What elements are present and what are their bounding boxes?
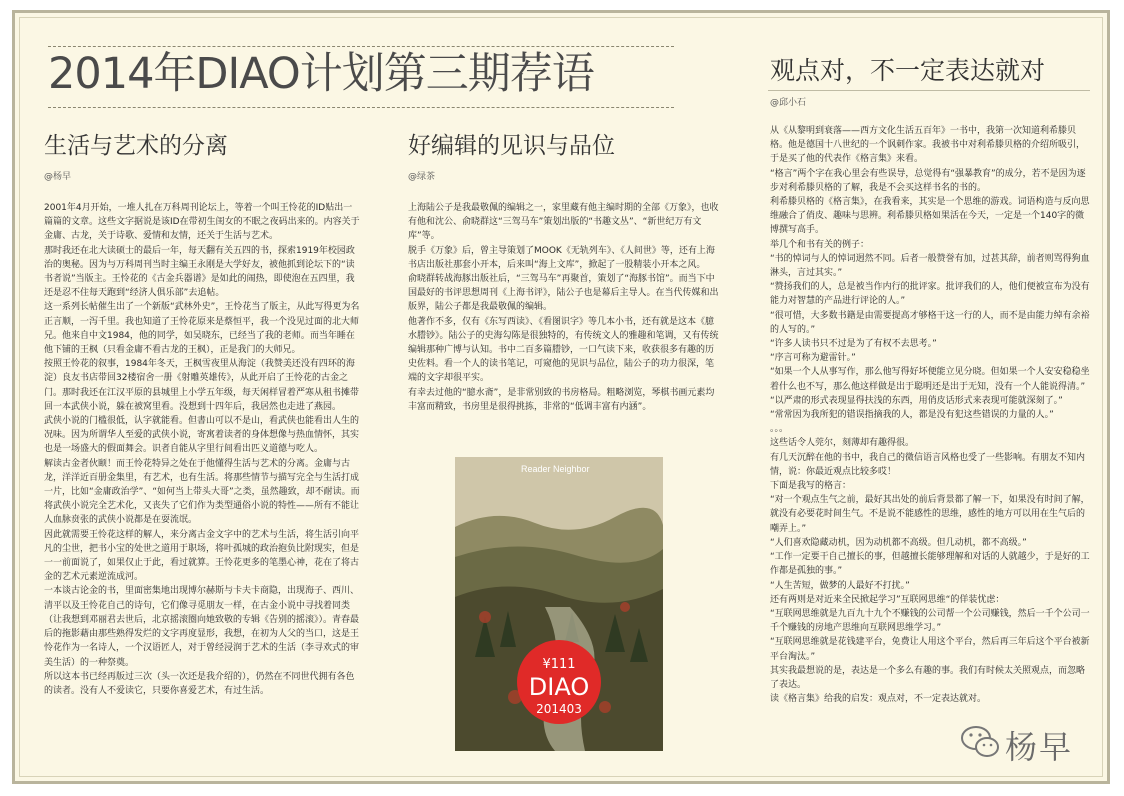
paragraph: 因此就需要王怜花这样的解人，来分离古金文字中的艺术与生活，将生活引向平凡的尘世，把书小宝的处世之道用于职场，将叶孤城的政治抱负比附现实，但是一一前面说了，如果仅止于此，看过就算。王怜花更多的笔墨心神，花在了将古金的艺术元素逆流成河。: [44, 529, 360, 583]
paragraph: “序言可称为避雷针。”: [770, 353, 856, 364]
side-title-underline: [768, 90, 1090, 91]
paragraph: 这一系列长帖催生出了一个新版“武林外史”，王怜花当了版主，从此写得更为名正言顺，一泻千里。我也知道了王怜花原来是蔡恒平，我一个没见过面的北大师兄。他来自中文1984，他的同学，如吴晓东，已经当了我的老师。而当年睡在他下铺的王枫（只看金庸不看古龙的王枫），正是我门的大师兄。: [44, 302, 360, 356]
paragraph: 武侠小说的门槛很低，认字就能看。但書山可以不是山，看武侠也能看出人生的况味。因为所谓华人至爱的武侠小说，寄寓着读者的身体想像与热血情怀，其实也是一场盛大的假面舞会。识者自能从字里行间看出匹义道德与吃人。: [44, 416, 360, 455]
paragraph: “互联网思维就是花钱建平台，免费让人用这个平台，然后再三年后这个平台被新平台淘汰。”: [770, 637, 1090, 662]
paragraph: “书的悼词与人的悼词迥然不同。后者一般赞誉有加，过甚其辞，前者则骂得狗血淋头，言过其实。”: [770, 253, 1090, 279]
wechat-icon: [959, 720, 1003, 764]
cover-publisher: Reader Neighbor: [521, 464, 590, 474]
paragraph: 脱手《万象》后，曾主导策划了MOOK《无轨列车》、《人间世》等，还有上海书店出版社那套小开本，后来叫“海上文库”，掀起了一股精装小开本之风。: [408, 245, 715, 270]
paragraph: “人生苦短，做梦的人最好不打扰。”: [770, 580, 910, 591]
middle-column-author: @绿茶: [408, 172, 436, 182]
paragraph: 有几天沉醉在他的书中，我自己的微信语言风格也受了一些影响。有朋友不知内情，说：你最近观点比较多哎！: [770, 452, 1086, 477]
watermark-text: 杨早: [1005, 728, 1074, 766]
cover-illustration: [455, 457, 663, 751]
right-column-title: 观点对，不一定表达就对: [770, 56, 1046, 85]
paragraph: 按照王怜花的叙事，1984年冬天，王枫雪夜里从海淀（我赞美还没有四环的海淀）良友书店带回32楼宿舍一册《射雕英雄传》，从此开启了王怜花的古金之门。那时我还在江汉平原的县城里上小学五年级，每天闲样冒着严寒从租书摊带回一本武侠小说，躲在被窝里看。没想到十四年后，我居然也走进了燕园。: [44, 359, 360, 412]
paragraph: 下面是我写的格言：: [770, 481, 852, 492]
cover-brand: DIAO: [528, 673, 590, 701]
paragraph: “格言”两个字在我心里会有些误导，总觉得有“强暴教育”的成分，若不是因为逐步对利希滕贝格的了解，我是不会买这样书名的书的。: [770, 168, 1086, 193]
paragraph: 有幸去过他的“臆水斋”，是非常别致的书房格局。粗略浏览，琴棋书画元素均丰富而精致，书房里是很得挑拣，非常的“低调丰富有内涵”。: [408, 387, 715, 412]
paragraph: 所以这本书已经再版过三次（头一次还是我介绍的），仍然在不同世代拥有各色的读者。没有人不爱读它，只要你喜爱艺术，有过生活。: [44, 671, 355, 696]
left-column-title: 生活与艺术的分离: [44, 133, 228, 159]
paragraph: 这些话令人莞尔，刻薄却有趣得很。: [770, 438, 915, 449]
paragraph: “常常因为我所犯的错误指摘我的人，都是没有犯这些错误的力量的人。”: [770, 410, 1054, 421]
paragraph: 他著作不多，仅有《东写西读》、《看图识字》等几本小书，还有就是这本《臆水謄钞》。陆公子的史海勾陈是很独特的，有传统文人的雅趣和笔调，又有传统编辑那种广博与认知。书中二百多篇謄钞，一口气读下来，收获很多有趣的历史佐料。看一个人的读书笔记，可窥他的见识与品位，陆公子的功力很深，笔端的文字却很平实。: [408, 316, 719, 384]
paragraph: 读《格言集》给我的启发：观点对，不一定表达就对。: [770, 694, 987, 705]
title-underline: [48, 107, 674, 108]
left-column-author: @杨早: [44, 172, 72, 182]
paragraph: 解读古金者伙颐！而王怜花特异之处在于他懂得生活与艺术的分离。金庸与古龙，洋洋近百册金集里，有艺术，也有生活。将那些情节与描写完全与生活打成一片，比如“金庸政治学”、“如何当上带头大哥”之类，虽然趣致，却不耐读。而将武侠小说完全艺术化，又丧失了它们作为类型通俗小说的特性——所有不能让人血脉贲张的武侠小说都是在耍流氓。: [44, 458, 360, 526]
page-title: 2014年DIAO计划第三期荐语: [48, 49, 594, 99]
paragraph: “互联网思维就是九百九十九个不赚钱的公司帮一个公司赚钱，然后一千个公司一千个赚钱的房地产思维向互联网思维学习。”: [770, 608, 1090, 634]
paragraph: 2001年4月开始，一堆人扎在万科周刊论坛上，等着一个叫王怜花的ID贴出一篇篇的文章。这些文字据说是该ID在带初生闺女的不眠之夜码出来的。内容关于金庸、古龙，关于诗歌、爱情和友情，还关于生活与艺术。: [44, 203, 360, 242]
watermark: [955, 718, 1105, 768]
middle-column-title: 好编辑的见识与品位: [408, 133, 615, 159]
paragraph: “以严肃的形式表现显得扶浅的东西，用俏皮话形式来表现可能就深刻了。”: [770, 395, 1063, 406]
paragraph: “人们喜欢隐藏动机，因为动机都不高级。但几动机，都不高级。”: [770, 537, 1027, 548]
book-cover: [455, 457, 663, 751]
right-column-body: [770, 124, 1090, 742]
paragraph: 其实我最想说的是，表达是一个多么有趣的事。我们有时候太关照观点，而忽略了表达。: [770, 665, 1086, 690]
paragraph: 那时我还在北大读硕士的最后一年，每天翻有关五四的书，探索1919年校园政治的奥秘。因为与万科周刊当时主编王永刚是大学好友，被他抓到论坛下的“读书者说”当版主。王怜花的《古金兵器谱》是如此的闹热，即使泡在五四里，我还是忍不住每天跑到“经济人俱乐部”去追帖。: [44, 245, 355, 299]
left-column-body: [44, 201, 360, 761]
paragraph: “对一个观点生气之前，最好其出处的前后背景都了解一下，如果没有时间了解，就没有必要花时间生气。不是说不能感性的思维，感性的地方可以用在生气后的嘲弄上。”: [770, 495, 1090, 534]
paragraph: 俞晓群转战海豚出版社后，“三驾马车”再聚首，策划了“海豚书馆”。而当下中国最好的书评思想周刊《上海书评》，陆公子也是幕后主导人。在当代传媒和出版界，陆公子都是我最敬佩的编辑。: [408, 274, 719, 313]
middle-column-body: [408, 201, 720, 439]
paragraph: 上海陆公子是我最敬佩的编辑之一，家里藏有他主编时期的全部《万象》，也收有他和沈公、俞晓群这“三驾马车”策划出版的“书趣文丛”、“新世纪万有文库”等。: [408, 203, 719, 242]
paragraph: “赞扬我们的人，总是被当作内行的批评家。批评我们的人，他们便被宣布为没有能力对智慧的产品进行评论的人。”: [770, 282, 1090, 307]
paragraph: 还有两则是对近来全民掀起学习”互联网思维“的佯装忧虑：: [770, 594, 1005, 605]
paragraph: “如果一个人从事写作，那么他写得好坏便能立见分晓。但如果一个人安安稳稳坐着什么也不写，那么他这样做是出于聪明还是出于无知，没有一个人能说得清。”: [770, 367, 1090, 392]
right-column-author: @邱小石: [770, 98, 807, 108]
cover-price: ¥111: [542, 657, 576, 672]
paragraph: 一本谈古论金的书，里面密集地出现博尔赫斯与卡夫卡商隐，出现海子、西川、清平以及王怜花自己的诗句，它们像寻觅朋友一样，在古金小说中寻找着同类（让我想到邓丽君去世后，北京摇滚圈向她致敬的专辑《告别的摇滚》）。青春最后的拖影藉由那些熟得发烂的文字再度显形，我想，在初为人父的当口，这是王怜花作为一名诗人，一个汉语匠人，对于曾经浸润于艺术的生活（李寻欢式的审美生活）的一种祭奠。: [44, 586, 360, 668]
paragraph: 举几个和书有关的例子：: [770, 239, 870, 250]
paragraph: “工作一定要干自己擅长的事，但越擅长能够理解和对话的人就越少，于是好的工作都是孤独的事。”: [770, 552, 1090, 577]
cover-issue: 201403: [536, 702, 582, 716]
paragraph: “许多人读书只不过是为了有权不去思考。”: [770, 339, 937, 350]
paragraph: 从《从黎明到衰落——西方文化生活五百年》一书中，我第一次知道利希滕贝格。他是德国十八世纪的一个讽刺作家。我被书中对利希滕贝格的介绍所吸引，于是买了他的代表作《格言集》来看。: [770, 126, 1086, 165]
paragraph: 利希滕贝格的《格言集》，在我看来，其实是一个思维的游戏。词语构造与反向思维融合了俏皮、趣味与思辨。利希滕贝格如果活在今天，一定是一个140字的微博撰写高手。: [770, 197, 1090, 236]
paragraph: 。。。: [770, 424, 789, 435]
paragraph: “很可惜，大多数书籍是由需要提高才够格干这一行的人，而不是由能力绰有余裕的人写的。”: [770, 310, 1090, 335]
